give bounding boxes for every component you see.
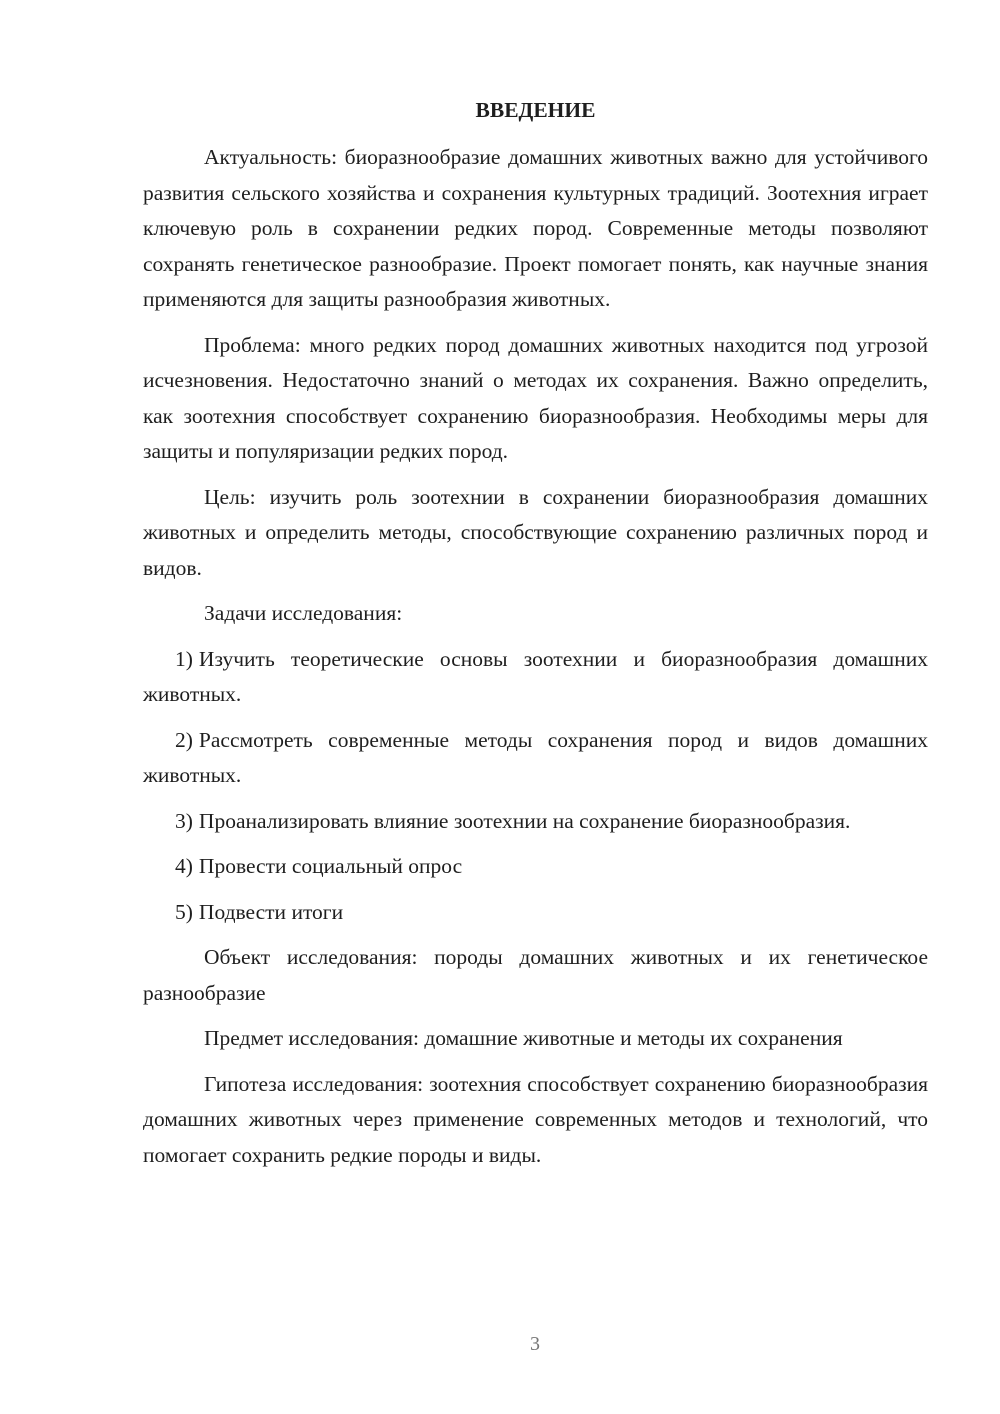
page-title: ВВЕДЕНИЕ: [475, 98, 596, 122]
list-item-number: 4): [175, 854, 193, 878]
list-item-text: Рассмотреть современные методы сохранения пород и видов домашних животных.: [143, 727, 928, 787]
list-item: [143, 723, 928, 794]
list-item: [143, 849, 928, 885]
list-item-text: Изучить теоретические основы зоотехнии и биоразнообразия домашних животных.: [143, 646, 928, 706]
list-item-text: Подвести итоги: [198, 899, 344, 924]
subject-paragraph: Предмет исследования: домашние животные и методы их сохранения: [204, 1026, 843, 1050]
list-item-number: 2): [175, 727, 193, 752]
list-item: [143, 642, 928, 713]
object-paragraph: Объект исследования: породы домашних животных и их генетическое разнообразие: [143, 945, 928, 1005]
page-number: 3: [530, 1333, 540, 1355]
problem-paragraph: Проблема: много редких пород домашних животных находится под угрозой исчезновения. Недостаточно знаний о методах их сохранения. Важно определить, как зоотехния способствует сохранению биоразнообразия. Необходимы меры для защиты и популяризации редких пород.: [143, 332, 928, 463]
tasks-list: [143, 642, 928, 931]
list-item-text: Провести социальный опрос: [198, 854, 463, 878]
list-item-number: 5): [175, 899, 193, 924]
relevance-paragraph: Актуальность: биоразнообразие домашних животных важно для устойчивого развития сельского хозяйства и сохранения культурных традиций. Зоотехния играет ключевую роль в сохранении редких пород. Современные методы позволяют сохранять генетическое разнообразие. Проект помогает понять, как научные знания применяются для защиты разнообразия животных.: [143, 145, 928, 311]
document-page: [143, 95, 928, 1183]
list-item: [143, 804, 928, 840]
list-item-text: Проанализировать влияние зоотехнии на сохранение биоразнообразия.: [198, 808, 851, 833]
list-item: [143, 895, 928, 931]
list-item-number: 3): [175, 808, 193, 833]
tasks-title: Задачи исследования:: [204, 601, 403, 625]
goal-paragraph: Цель: изучить роль зоотехнии в сохранении биоразнообразия домашних животных и определить методы, способствующие сохранению различных пород и видов.: [143, 484, 928, 580]
hypothesis-paragraph: Гипотеза исследования: зоотехния способствует сохранению биоразнообразия домашних животных через применение современных методов и технологий, что помогает сохранить редкие породы и виды.: [143, 1071, 928, 1167]
list-item-number: 1): [175, 646, 193, 671]
